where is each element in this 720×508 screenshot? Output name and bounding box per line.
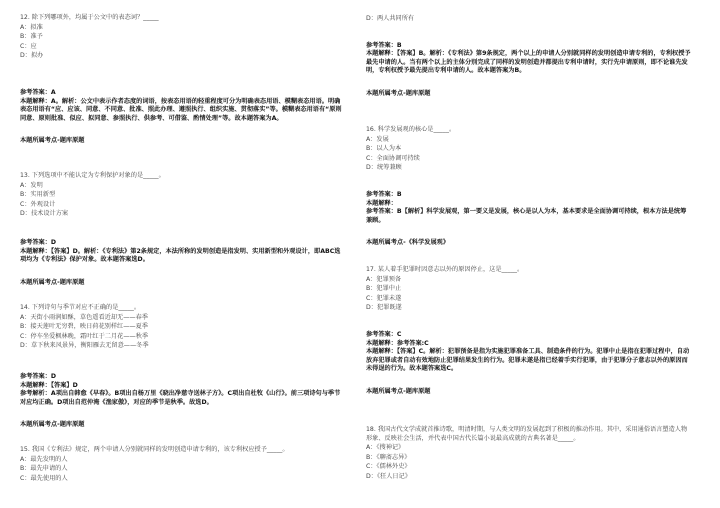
- option-c: C：全面协调可持续: [366, 154, 420, 162]
- topic-source: 本题所属考点-题库原题: [20, 137, 85, 145]
- option-b: B：实用新型: [20, 191, 56, 199]
- question-stem: 17. 某人着手犯罪时因意志以外的原因停止，这是_____。: [366, 266, 524, 273]
- option-a: A：发展: [366, 135, 389, 143]
- answer-line: 参考答案：B: [366, 190, 402, 198]
- option-c: C：外观设计: [20, 200, 56, 208]
- option-a: A：发明: [20, 181, 43, 189]
- question-stem: 15. 我国《专利法》规定，两个申请人分别就同样的发明创造申请专利的，该专利权应授予_____。: [20, 446, 289, 453]
- answer-line: 参考答案：A: [20, 88, 56, 96]
- explanation-header: 本题解释：参考答案:C: [366, 339, 429, 347]
- topic-source: 本题所属考点-题库原题: [366, 89, 431, 97]
- topic-source: 本题所属考点-题库原题: [20, 278, 85, 286]
- question-18: [366, 426, 691, 482]
- option-b: B：以人为本: [366, 145, 402, 153]
- question-14: [20, 304, 345, 430]
- question-stem: 16. 科学发展观的核心是_____。: [366, 126, 456, 133]
- question-12: [20, 14, 345, 146]
- topic-source: 本题所属考点-题库原题: [366, 387, 431, 395]
- explanation: 参考答案：B【解析】科学发展观，第一要义是发展，核心是以人为本，基本要求是全面协调可持续，根本方法是统筹兼顾。: [366, 208, 687, 224]
- question-stem: 14. 下列诗句与季节对应不正确的是_____。: [20, 304, 141, 311]
- answer-line: 参考答案：D: [20, 238, 57, 246]
- question-15: [20, 446, 345, 483]
- question-15-continued: [366, 14, 691, 99]
- option-b: B：接天莲叶无穷碧，映日荷花别样红——夏季: [20, 323, 148, 331]
- option-c: C：《儒林外史》: [366, 463, 411, 471]
- option-d: D：犯罪既遂: [366, 304, 402, 312]
- option-d: D：技术设计方案: [20, 210, 69, 218]
- answer-line: 参考答案：C: [366, 330, 402, 338]
- explanation: 本题解释：【答案】B。解析：《专利法》第9条规定，两个以上的申请人分别就同样的发明创造申请专利的，专利权授予最先申请的人。当有两个以上的主体分别完成了同样的发明创造并都提出专利申请时，实行先申请原则，即不论谁先发明，专利权授予最先提出专利申请的人。故本题答案为B。: [366, 50, 691, 75]
- option-c: C：停车坐爱枫林晚，霜叶红于二月花——秋季: [20, 332, 149, 340]
- option-d: D：草下秋来风景异，衡阳雁去无留意——冬季: [20, 342, 149, 350]
- option-d: D：两人共同所有: [366, 15, 415, 22]
- option-a: A：天街小雨润如酥，草色遥看近却无——春季: [20, 313, 148, 321]
- option-d: D：《狂人日记》: [366, 472, 411, 480]
- answer-line: 参考答案：B: [366, 41, 402, 49]
- topic-source: 本题所属考点-《科学发展观》: [366, 239, 450, 247]
- option-a: A：《搜神记》: [366, 444, 405, 452]
- question-stem: 12. 除下列哪项外，均属于公文中的表态词？_____: [20, 14, 159, 21]
- option-c: C：最先使用的人: [20, 474, 68, 482]
- option-d: D：拟办: [20, 52, 44, 60]
- explanation: 本题解释：【答案】C。解析：犯罪预备是指为实施犯罪准备工具、制造条件的行为。犯罪中止是指在犯罪过程中，自动放弃犯罪或者自动有效地防止犯罪结果发生的行为。犯罪未遂是指已经着手实行犯罪，由于犯罪分子意志以外的原因而未得逞的行为。故本题答案选C。: [366, 348, 690, 373]
- question-16: [366, 126, 691, 248]
- option-a: A：犯罪预备: [366, 275, 402, 283]
- option-b: B：《聊斋志异》: [366, 453, 411, 461]
- explanation: 参考解析：A项出自韩愈《早春》。B项出自杨万里《晓出净慈寺送林子方》。C项出自杜牧《山行》。前三项诗句与季节对应均正确。D项出自范仲淹《渔家傲》，对应的季节是秋季。故选D。: [20, 390, 341, 406]
- explanation: 本题解释：【答案】D。解析：《专利法》第2条规定，本法所称的发明创造是指发明、实用新型和外观设计，即ABC选项均为《专利法》保护对象。故本题答案选D。: [20, 247, 341, 264]
- question-17: [366, 266, 691, 397]
- question-stem: 18. 我国古代文学成就首推诗歌，明清时期，与人类文明的发展起到了积极的推动作用。其中，采用通俗语言塑造人物形象、反映社会生活，并代表中国古代长篇小说最高成就的古典名著是_____。: [366, 426, 688, 442]
- option-b: B：最先申请的人: [20, 465, 68, 473]
- answer-line: 参考答案：D: [20, 372, 57, 380]
- option-a: A：拟准: [20, 23, 43, 31]
- topic-source: 本题所属考点-题库原题: [20, 421, 85, 429]
- question-13: [20, 172, 345, 287]
- option-d: D：统筹兼顾: [366, 164, 402, 172]
- option-b: B：准予: [20, 33, 43, 41]
- question-stem: 13. 下列选项中不能认定为专利保护对象的是_____。: [20, 172, 165, 179]
- option-b: B：犯罪中止: [366, 285, 402, 293]
- explanation-header: 本题解释：【答案】D: [20, 381, 78, 389]
- option-c: C：应: [20, 42, 37, 50]
- explanation-header: 本题解释：: [366, 199, 397, 207]
- option-a: A：最先发明的人: [20, 455, 68, 463]
- option-c: C：犯罪未遂: [366, 294, 402, 302]
- explanation: 本题解释：A。解析：公文中表示作者态度的词语，按表态用语的轻重程度可分为明确表态用语、模糊表态用语。明确表态用语有“应、应该、同意、不同意、批准、照此办理、遵照执行、组织实施、贯彻落实”等。模糊表态用语有“原则同意、原则批准、似应、拟同意、参照执行、供参考、可借鉴、酌情处理”等。故本题答案为A。: [20, 97, 342, 122]
